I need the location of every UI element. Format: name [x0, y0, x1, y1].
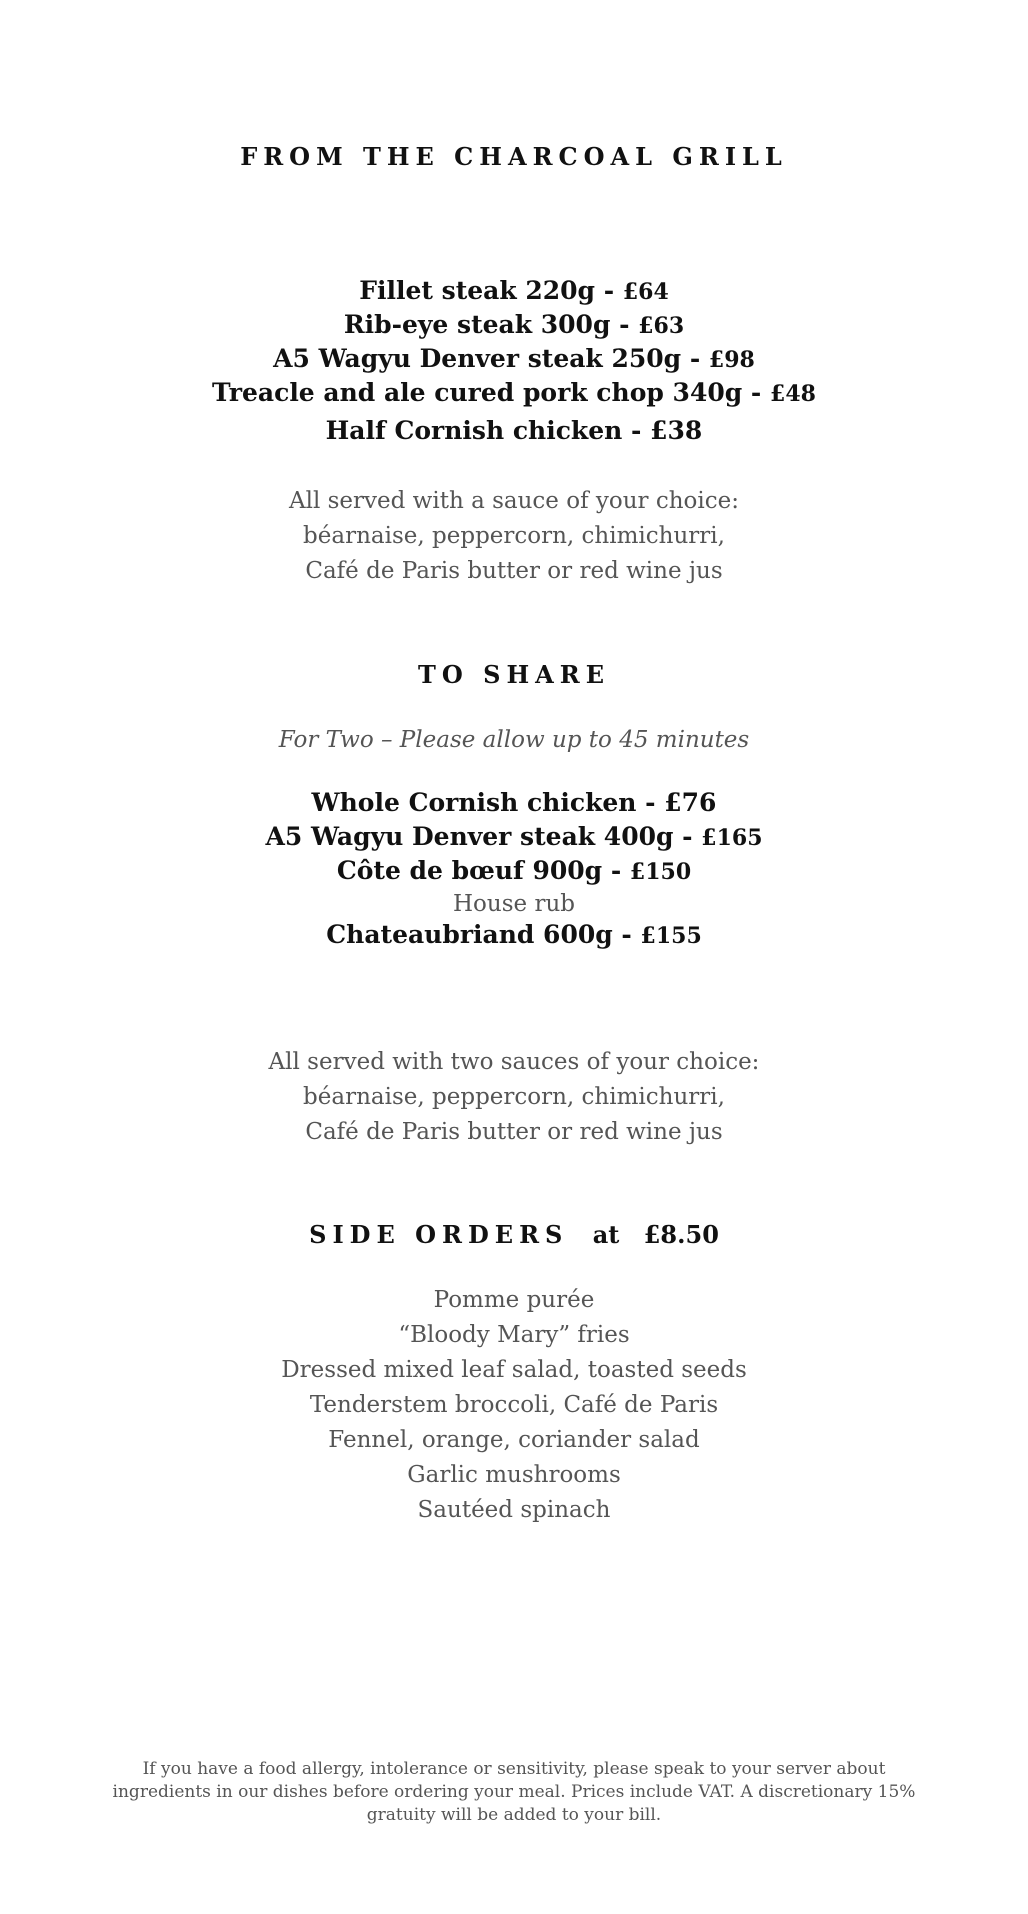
menu-item [0, 414, 1028, 448]
dish-price: £150 [629, 859, 692, 885]
side-item: Dressed mixed leaf salad, toasted seeds [281, 1357, 747, 1383]
allergy-footer [110, 1758, 918, 1827]
dish-name: Half Cornish chicken - £38 [325, 416, 703, 445]
dish-name: Rib-eye steak 300g - [343, 310, 639, 339]
menu-item [0, 786, 1028, 820]
menu-item [0, 918, 1028, 953]
sauce-note-line: Café de Paris butter or red wine jus [305, 558, 723, 584]
dish-price: £155 [640, 923, 702, 949]
dish-price: £98 [708, 347, 755, 373]
footer-line: gratuity will be added to your bill. [366, 1805, 662, 1825]
side-item: Fennel, orange, coriander salad [328, 1427, 700, 1453]
side-item: Pomme purée [433, 1287, 595, 1313]
dish-price: £63 [638, 313, 685, 339]
sauce-note-line: All served with a sauce of your choice: [288, 488, 740, 514]
share-heading: TO SHARE [418, 660, 610, 689]
menu-item [0, 274, 1028, 309]
side-item: Sautéed spinach [417, 1497, 611, 1523]
menu-item [0, 820, 1028, 855]
sides-price: £8.50 [643, 1220, 719, 1249]
dish-name: Chateaubriand 600g - [326, 920, 641, 949]
sides-heading-label: SIDE ORDERS [309, 1220, 569, 1249]
footer-line: If you have a food allergy, intolerance or sensitivity, please speak to your server about [142, 1759, 886, 1779]
sauce-note-line: béarnaise, peppercorn, chimichurri, [303, 523, 725, 549]
sauce-note-line: All served with two sauces of your choice: [268, 1049, 760, 1075]
menu-item [0, 376, 1028, 411]
sauce-note-line: Café de Paris butter or red wine jus [305, 1119, 723, 1145]
sides-at-label: at [592, 1220, 620, 1249]
menu-item [0, 308, 1028, 343]
house-rub-note: House rub [453, 891, 575, 917]
menu-item [0, 342, 1028, 377]
dish-name: A5 Wagyu Denver steak 400g - [265, 822, 702, 851]
share-subtitle: For Two – Please allow up to 45 minutes [278, 727, 750, 753]
dish-price: £48 [770, 381, 816, 407]
dish-name: Côte de bœuf 900g - [336, 856, 630, 885]
dish-price: £64 [622, 279, 669, 305]
menu-item [0, 854, 1028, 889]
dish-name: A5 Wagyu Denver steak 250g - [273, 344, 709, 373]
dish-name: Fillet steak 220g - [359, 276, 623, 305]
side-item: Garlic mushrooms [407, 1462, 621, 1488]
grill-heading: FROM THE CHARCOAL GRILL [240, 142, 788, 171]
side-item: Tenderstem broccoli, Café de Paris [309, 1392, 719, 1418]
side-item: “Bloody Mary” fries [398, 1322, 630, 1348]
dish-name: Treacle and ale cured pork chop 340g - [212, 378, 771, 407]
sides-heading [0, 1220, 1028, 1249]
dish-name: Whole Cornish chicken - £76 [311, 788, 717, 817]
dish-price: £165 [701, 825, 763, 851]
footer-line: ingredients in our dishes before ordering your meal. Prices include VAT. A discretionary 15% [112, 1782, 916, 1802]
sauce-note-line: béarnaise, peppercorn, chimichurri, [303, 1084, 725, 1110]
